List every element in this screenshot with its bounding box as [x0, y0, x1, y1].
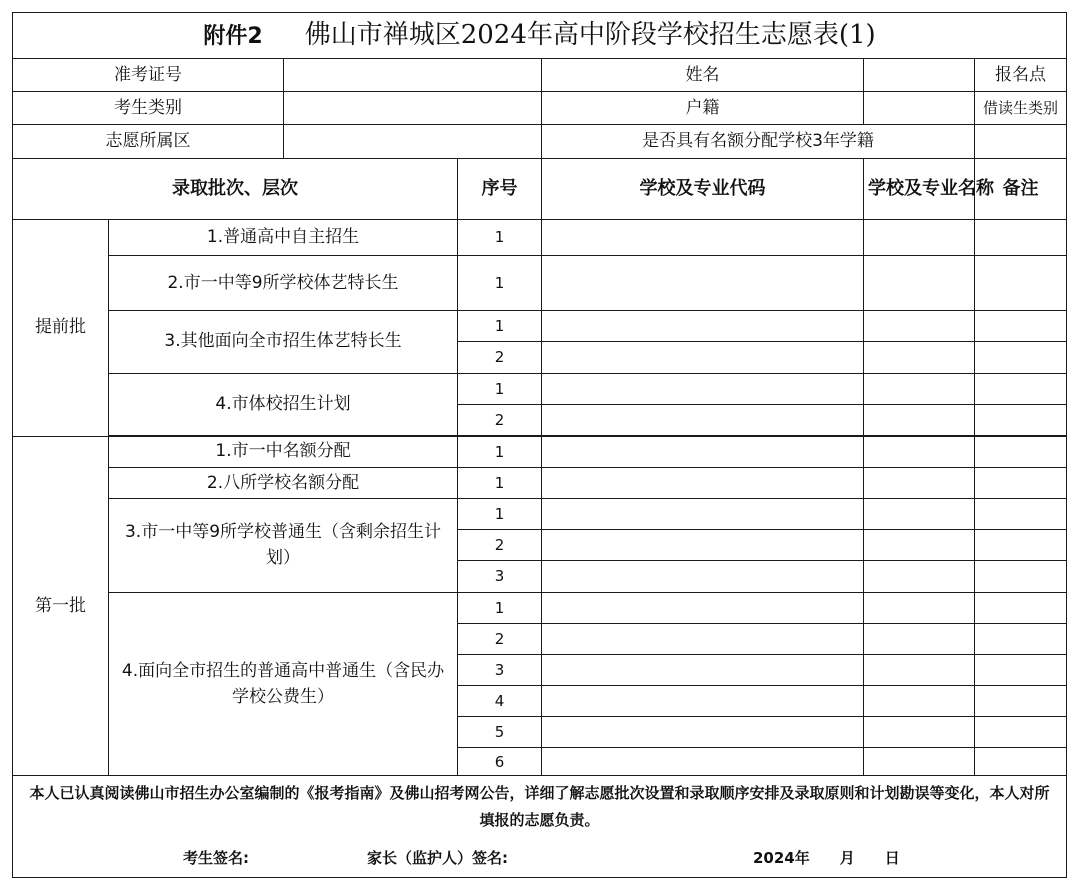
name-cell[interactable]	[864, 592, 975, 623]
code-cell[interactable]	[542, 373, 864, 404]
exam-no-label: 准考证号	[13, 59, 284, 92]
code-cell[interactable]	[542, 499, 864, 530]
seq-number: 1	[458, 256, 542, 311]
parent-signature-label: 家长（监护人）签名:	[367, 848, 508, 867]
code-cell[interactable]	[542, 561, 864, 592]
declaration-statement: 本人已认真阅读佛山市招生办公室编制的《报考指南》及佛山招考网公告，详细了解志愿批次设置和录取顺序安排及录取原则和计划勘误等变化，本人对所填报的志愿负责。	[29, 784, 1050, 829]
district-field[interactable]	[284, 125, 542, 158]
seq-number: 1	[458, 468, 542, 499]
name-cell[interactable]	[864, 342, 975, 373]
hukou-field[interactable]	[864, 92, 975, 125]
code-cell[interactable]	[542, 748, 864, 776]
first-item-4: 4.面向全市招生的普通高中普通生（含民办学校公费生）	[109, 592, 458, 776]
note-cell[interactable]	[975, 256, 1067, 311]
page-title: 佛山市禅城区2024年高中阶段学校招生志愿表(1)	[304, 20, 876, 51]
reg-site-label: 报名点	[975, 59, 1067, 92]
first-item-3: 3.市一中等9所学校普通生（含剩余招生计划）	[109, 499, 458, 592]
seq-number: 2	[458, 342, 542, 373]
name-label: 姓名	[542, 59, 864, 92]
student-signature-label: 考生签名:	[183, 848, 249, 867]
seq-number: 6	[458, 748, 542, 776]
code-cell[interactable]	[542, 592, 864, 623]
first-item-1: 1.市一中名额分配	[109, 436, 458, 467]
note-cell[interactable]	[975, 530, 1067, 561]
col-seq: 序号	[458, 158, 542, 219]
advance-item-4: 4.市体校招生计划	[109, 373, 458, 435]
name-cell[interactable]	[864, 530, 975, 561]
name-cell[interactable]	[864, 561, 975, 592]
name-cell[interactable]	[864, 219, 975, 255]
seq-number: 1	[458, 373, 542, 404]
note-cell[interactable]	[975, 499, 1067, 530]
date-label: 2024年 月 日	[753, 848, 900, 867]
name-cell[interactable]	[864, 686, 975, 717]
quota-label: 是否具有名额分配学校3年学籍	[542, 125, 975, 158]
exam-no-field[interactable]	[284, 59, 542, 92]
district-label: 志愿所属区	[13, 125, 284, 158]
note-cell[interactable]	[975, 311, 1067, 342]
col-batch-level: 录取批次、层次	[13, 158, 458, 219]
col-note: 备注	[975, 158, 1067, 219]
note-cell[interactable]	[975, 561, 1067, 592]
col-code: 学校及专业代码	[542, 158, 864, 219]
declaration-block	[13, 776, 1067, 878]
note-cell[interactable]	[975, 436, 1067, 467]
note-cell[interactable]	[975, 623, 1067, 654]
application-form	[12, 12, 1067, 878]
advance-item-2: 2.市一中等9所学校体艺特长生	[109, 256, 458, 311]
name-cell[interactable]	[864, 717, 975, 748]
note-cell[interactable]	[975, 686, 1067, 717]
first-item-2: 2.八所学校名额分配	[109, 468, 458, 499]
code-cell[interactable]	[542, 468, 864, 499]
note-cell[interactable]	[975, 404, 1067, 435]
code-cell[interactable]	[542, 342, 864, 373]
seq-number: 3	[458, 561, 542, 592]
name-cell[interactable]	[864, 468, 975, 499]
batch-advance-label: 提前批	[13, 219, 109, 436]
name-cell[interactable]	[864, 748, 975, 776]
seq-number: 1	[458, 436, 542, 467]
code-cell[interactable]	[542, 623, 864, 654]
signature-row	[27, 845, 1052, 867]
seq-number: 1	[458, 219, 542, 255]
seq-number: 2	[458, 404, 542, 435]
name-cell[interactable]	[864, 623, 975, 654]
batch-first-label: 第一批	[13, 436, 109, 776]
code-cell[interactable]	[542, 686, 864, 717]
code-cell[interactable]	[542, 436, 864, 467]
advance-item-1: 1.普通高中自主招生	[109, 219, 458, 255]
name-cell[interactable]	[864, 373, 975, 404]
note-cell[interactable]	[975, 592, 1067, 623]
seq-number: 5	[458, 717, 542, 748]
form-title	[13, 13, 1067, 59]
note-cell[interactable]	[975, 748, 1067, 776]
code-cell[interactable]	[542, 530, 864, 561]
note-cell[interactable]	[975, 219, 1067, 255]
name-field[interactable]	[864, 59, 975, 92]
name-cell[interactable]	[864, 499, 975, 530]
seq-number: 1	[458, 499, 542, 530]
col-name: 学校及专业名称	[864, 158, 975, 219]
name-cell[interactable]	[864, 256, 975, 311]
seq-number: 4	[458, 686, 542, 717]
code-cell[interactable]	[542, 256, 864, 311]
seq-number: 1	[458, 592, 542, 623]
seq-number: 2	[458, 530, 542, 561]
name-cell[interactable]	[864, 436, 975, 467]
hukou-label: 户籍	[542, 92, 864, 125]
note-cell[interactable]	[975, 468, 1067, 499]
seq-number: 1	[458, 311, 542, 342]
category-field[interactable]	[284, 92, 542, 125]
name-cell[interactable]	[864, 311, 975, 342]
quota-field[interactable]	[975, 125, 1067, 158]
code-cell[interactable]	[542, 404, 864, 435]
code-cell[interactable]	[542, 717, 864, 748]
code-cell[interactable]	[542, 311, 864, 342]
code-cell[interactable]	[542, 219, 864, 255]
category-label: 考生类别	[13, 92, 284, 125]
borrow-label: 借读生类别	[975, 92, 1067, 125]
note-cell[interactable]	[975, 373, 1067, 404]
name-cell[interactable]	[864, 654, 975, 685]
code-cell[interactable]	[542, 654, 864, 685]
note-cell[interactable]	[975, 342, 1067, 373]
seq-number: 2	[458, 623, 542, 654]
seq-number: 3	[458, 654, 542, 685]
advance-item-3: 3.其他面向全市招生体艺特长生	[109, 311, 458, 373]
note-cell[interactable]	[975, 654, 1067, 685]
name-cell[interactable]	[864, 404, 975, 435]
attachment-label: 附件2	[203, 24, 263, 50]
note-cell[interactable]	[975, 717, 1067, 748]
